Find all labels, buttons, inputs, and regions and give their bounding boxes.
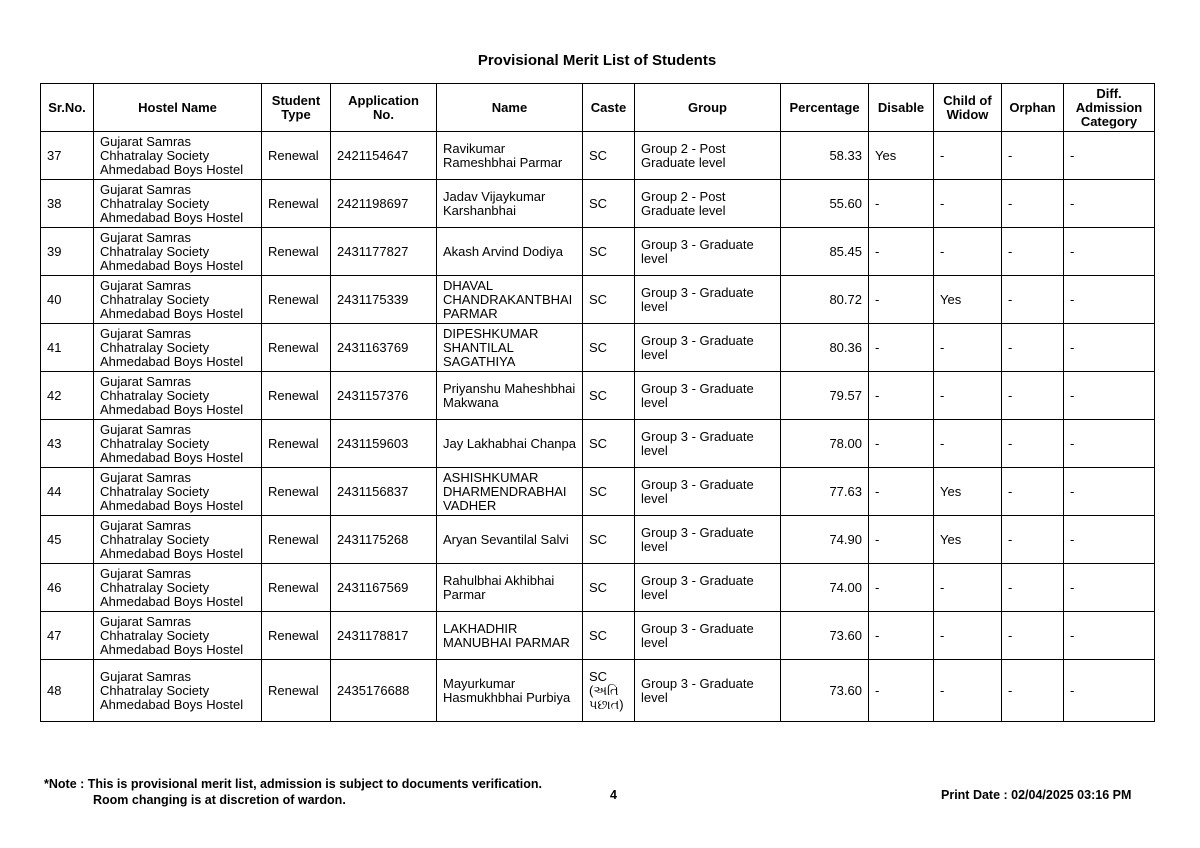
cell-disable: - — [869, 660, 934, 722]
cell-orphan: - — [1002, 228, 1064, 276]
cell-orphan: - — [1002, 132, 1064, 180]
cell-caste: SC — [583, 180, 635, 228]
cell-hostel-name: Gujarat Samras Chhatralay Society Ahmedabad Boys Hostel — [94, 468, 262, 516]
cell-group: Group 3 - Graduate level — [635, 468, 781, 516]
table-header-row — [41, 84, 1155, 132]
cell-student-type: Renewal — [262, 660, 331, 722]
cell-group: Group 3 - Graduate level — [635, 276, 781, 324]
cell-application-no: 2431175339 — [331, 276, 437, 324]
cell-application-no: 2431163769 — [331, 324, 437, 372]
cell-percentage: 85.45 — [781, 228, 869, 276]
cell-hostel-name: Gujarat Samras Chhatralay Society Ahmedabad Boys Hostel — [94, 372, 262, 420]
cell-child-of-widow: Yes — [934, 516, 1002, 564]
cell-name: Ravikumar Rameshbhai Parmar — [437, 132, 583, 180]
cell-percentage: 74.00 — [781, 564, 869, 612]
cell-diff-admission-category: - — [1064, 372, 1155, 420]
cell-orphan: - — [1002, 516, 1064, 564]
cell-disable: - — [869, 180, 934, 228]
cell-group: Group 3 - Graduate level — [635, 516, 781, 564]
cell-application-no: 2431178817 — [331, 612, 437, 660]
cell-name: Rahulbhai Akhibhai Parmar — [437, 564, 583, 612]
cell-sr-no: 42 — [41, 372, 94, 420]
cell-application-no: 2431156837 — [331, 468, 437, 516]
header-sr-no: Sr.No. — [41, 84, 94, 132]
cell-percentage: 58.33 — [781, 132, 869, 180]
cell-caste: SC — [583, 564, 635, 612]
cell-percentage: 78.00 — [781, 420, 869, 468]
cell-orphan: - — [1002, 564, 1064, 612]
cell-child-of-widow: - — [934, 420, 1002, 468]
cell-student-type: Renewal — [262, 276, 331, 324]
cell-disable: - — [869, 276, 934, 324]
table-row — [41, 468, 1155, 516]
cell-diff-admission-category: - — [1064, 516, 1155, 564]
cell-disable: Yes — [869, 132, 934, 180]
cell-name: ASHISHKUMAR DHARMENDRABHAI VADHER — [437, 468, 583, 516]
table-row — [41, 420, 1155, 468]
cell-hostel-name: Gujarat Samras Chhatralay Society Ahmedabad Boys Hostel — [94, 564, 262, 612]
header-hostel-name: Hostel Name — [94, 84, 262, 132]
table-row — [41, 228, 1155, 276]
header-orphan: Orphan — [1002, 84, 1064, 132]
cell-child-of-widow: - — [934, 180, 1002, 228]
cell-orphan: - — [1002, 276, 1064, 324]
cell-hostel-name: Gujarat Samras Chhatralay Society Ahmedabad Boys Hostel — [94, 228, 262, 276]
cell-percentage: 80.36 — [781, 324, 869, 372]
cell-child-of-widow: Yes — [934, 468, 1002, 516]
print-date: Print Date : 02/04/2025 03:16 PM — [941, 788, 1132, 802]
cell-diff-admission-category: - — [1064, 468, 1155, 516]
table-row — [41, 660, 1155, 722]
cell-percentage: 74.90 — [781, 516, 869, 564]
header-student-type: Student Type — [262, 84, 331, 132]
cell-sr-no: 44 — [41, 468, 94, 516]
table-row — [41, 372, 1155, 420]
cell-disable: - — [869, 468, 934, 516]
cell-diff-admission-category: - — [1064, 180, 1155, 228]
cell-percentage: 73.60 — [781, 612, 869, 660]
header-application-no: Application No. — [331, 84, 437, 132]
cell-diff-admission-category: - — [1064, 420, 1155, 468]
cell-application-no: 2431177827 — [331, 228, 437, 276]
cell-orphan: - — [1002, 180, 1064, 228]
cell-child-of-widow: - — [934, 372, 1002, 420]
table-row — [41, 132, 1155, 180]
cell-student-type: Renewal — [262, 180, 331, 228]
cell-caste: SC — [583, 468, 635, 516]
cell-orphan: - — [1002, 468, 1064, 516]
cell-application-no: 2421154647 — [331, 132, 437, 180]
cell-disable: - — [869, 372, 934, 420]
cell-hostel-name: Gujarat Samras Chhatralay Society Ahmedabad Boys Hostel — [94, 276, 262, 324]
cell-name: Akash Arvind Dodiya — [437, 228, 583, 276]
cell-caste: SC (અતિ પછાત) — [583, 660, 635, 722]
cell-orphan: - — [1002, 660, 1064, 722]
cell-group: Group 2 - Post Graduate level — [635, 132, 781, 180]
cell-name: LAKHADHIR MANUBHAI PARMAR — [437, 612, 583, 660]
cell-caste: SC — [583, 420, 635, 468]
merit-table — [40, 83, 1155, 722]
cell-diff-admission-category: - — [1064, 564, 1155, 612]
cell-student-type: Renewal — [262, 228, 331, 276]
cell-diff-admission-category: - — [1064, 228, 1155, 276]
cell-diff-admission-category: - — [1064, 276, 1155, 324]
cell-name: DIPESHKUMAR SHANTILAL SAGATHIYA — [437, 324, 583, 372]
cell-orphan: - — [1002, 420, 1064, 468]
cell-disable: - — [869, 420, 934, 468]
cell-group: Group 2 - Post Graduate level — [635, 180, 781, 228]
cell-name: Jadav Vijaykumar Karshanbhai — [437, 180, 583, 228]
cell-disable: - — [869, 612, 934, 660]
cell-child-of-widow: - — [934, 660, 1002, 722]
cell-student-type: Renewal — [262, 564, 331, 612]
cell-sr-no: 40 — [41, 276, 94, 324]
cell-child-of-widow: - — [934, 564, 1002, 612]
cell-orphan: - — [1002, 372, 1064, 420]
cell-hostel-name: Gujarat Samras Chhatralay Society Ahmedabad Boys Hostel — [94, 516, 262, 564]
cell-child-of-widow: - — [934, 324, 1002, 372]
cell-percentage: 80.72 — [781, 276, 869, 324]
cell-name: Mayurkumar Hasmukhbhai Purbiya — [437, 660, 583, 722]
header-child-of-widow: Child of Widow — [934, 84, 1002, 132]
table-row — [41, 516, 1155, 564]
cell-group: Group 3 - Graduate level — [635, 564, 781, 612]
header-percentage: Percentage — [781, 84, 869, 132]
cell-diff-admission-category: - — [1064, 612, 1155, 660]
cell-group: Group 3 - Graduate level — [635, 228, 781, 276]
cell-caste: SC — [583, 276, 635, 324]
cell-application-no: 2431167569 — [331, 564, 437, 612]
header-disable: Disable — [869, 84, 934, 132]
cell-name: Aryan Sevantilal Salvi — [437, 516, 583, 564]
cell-disable: - — [869, 516, 934, 564]
cell-child-of-widow: - — [934, 132, 1002, 180]
cell-child-of-widow: - — [934, 612, 1002, 660]
cell-sr-no: 47 — [41, 612, 94, 660]
cell-sr-no: 37 — [41, 132, 94, 180]
cell-group: Group 3 - Graduate level — [635, 660, 781, 722]
cell-student-type: Renewal — [262, 324, 331, 372]
cell-application-no: 2431159603 — [331, 420, 437, 468]
cell-diff-admission-category: - — [1064, 132, 1155, 180]
cell-hostel-name: Gujarat Samras Chhatralay Society Ahmedabad Boys Hostel — [94, 612, 262, 660]
cell-student-type: Renewal — [262, 132, 331, 180]
cell-caste: SC — [583, 324, 635, 372]
footer-note-line-2: Room changing is at discretion of wardon. — [93, 793, 346, 807]
cell-caste: SC — [583, 612, 635, 660]
cell-disable: - — [869, 228, 934, 276]
cell-hostel-name: Gujarat Samras Chhatralay Society Ahmedabad Boys Hostel — [94, 132, 262, 180]
header-group: Group — [635, 84, 781, 132]
cell-orphan: - — [1002, 612, 1064, 660]
table-row — [41, 276, 1155, 324]
cell-group: Group 3 - Graduate level — [635, 372, 781, 420]
table-row — [41, 564, 1155, 612]
cell-disable: - — [869, 564, 934, 612]
cell-percentage: 77.63 — [781, 468, 869, 516]
cell-hostel-name: Gujarat Samras Chhatralay Society Ahmedabad Boys Hostel — [94, 180, 262, 228]
cell-caste: SC — [583, 228, 635, 276]
cell-orphan: - — [1002, 324, 1064, 372]
cell-child-of-widow: - — [934, 228, 1002, 276]
cell-student-type: Renewal — [262, 372, 331, 420]
cell-application-no: 2421198697 — [331, 180, 437, 228]
cell-sr-no: 45 — [41, 516, 94, 564]
header-name: Name — [437, 84, 583, 132]
cell-hostel-name: Gujarat Samras Chhatralay Society Ahmedabad Boys Hostel — [94, 324, 262, 372]
cell-sr-no: 48 — [41, 660, 94, 722]
cell-student-type: Renewal — [262, 612, 331, 660]
cell-sr-no: 39 — [41, 228, 94, 276]
cell-percentage: 73.60 — [781, 660, 869, 722]
cell-disable: - — [869, 324, 934, 372]
cell-application-no: 2431157376 — [331, 372, 437, 420]
cell-hostel-name: Gujarat Samras Chhatralay Society Ahmedabad Boys Hostel — [94, 420, 262, 468]
cell-group: Group 3 - Graduate level — [635, 324, 781, 372]
cell-caste: SC — [583, 132, 635, 180]
cell-caste: SC — [583, 372, 635, 420]
cell-student-type: Renewal — [262, 516, 331, 564]
cell-sr-no: 41 — [41, 324, 94, 372]
footer-note-line-1: *Note : This is provisional merit list, admission is subject to documents verification. — [44, 777, 543, 791]
cell-caste: SC — [583, 516, 635, 564]
page-title: Provisional Merit List of Students — [477, 52, 717, 69]
cell-diff-admission-category: - — [1064, 660, 1155, 722]
cell-sr-no: 46 — [41, 564, 94, 612]
cell-name: Priyanshu Maheshbhai Makwana — [437, 372, 583, 420]
cell-application-no: 2435176688 — [331, 660, 437, 722]
cell-percentage: 79.57 — [781, 372, 869, 420]
header-diff-admission-category: Diff. Admission Category — [1064, 84, 1155, 132]
cell-percentage: 55.60 — [781, 180, 869, 228]
cell-student-type: Renewal — [262, 420, 331, 468]
table-row — [41, 324, 1155, 372]
cell-diff-admission-category: - — [1064, 324, 1155, 372]
cell-student-type: Renewal — [262, 468, 331, 516]
cell-sr-no: 38 — [41, 180, 94, 228]
header-caste: Caste — [583, 84, 635, 132]
cell-sr-no: 43 — [41, 420, 94, 468]
footer-note — [44, 776, 542, 808]
cell-name: Jay Lakhabhai Chanpa — [437, 420, 583, 468]
cell-group: Group 3 - Graduate level — [635, 420, 781, 468]
cell-group: Group 3 - Graduate level — [635, 612, 781, 660]
table-row — [41, 180, 1155, 228]
cell-child-of-widow: Yes — [934, 276, 1002, 324]
table-row — [41, 612, 1155, 660]
page-number: 4 — [610, 788, 617, 802]
cell-name: DHAVAL CHANDRAKANTBHAI PARMAR — [437, 276, 583, 324]
cell-application-no: 2431175268 — [331, 516, 437, 564]
cell-hostel-name: Gujarat Samras Chhatralay Society Ahmedabad Boys Hostel — [94, 660, 262, 722]
